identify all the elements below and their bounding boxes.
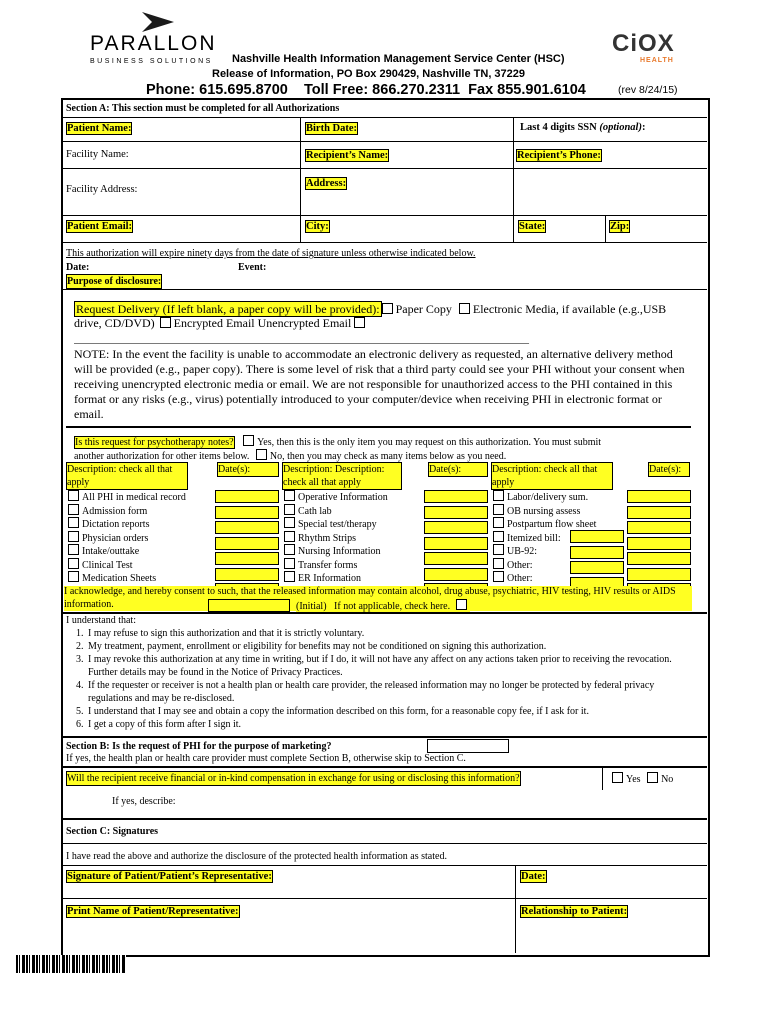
consent-text: I acknowledge, and hereby consent to such, that the released information may contain alcohol, drug abuse, psychiatric, HIV testing, HIV results or AIDS information. — [64, 586, 692, 611]
understand-item: 5. I understand that I may see and obtain a copy the information described on this form, for a reasonable copy fee, if I ask for it. — [86, 705, 701, 718]
psych-yes-text: Yes, then this is the only item you may request on this authorization. You must submit — [257, 437, 602, 448]
item-row[interactable]: Admission form — [68, 504, 186, 518]
understand-item: 2. My treatment, payment, enrollment or eligibility for benefits may not be conditioned on signing this authorization. — [86, 640, 701, 653]
delivery-request-label: Request Delivery (If left blank, a paper copy will be provided): — [76, 302, 380, 316]
patient-name-label: Patient Name: — [67, 123, 132, 134]
item-checkbox[interactable] — [493, 544, 504, 555]
date-input[interactable] — [215, 490, 279, 503]
item-checkbox[interactable] — [284, 544, 295, 555]
section-c-title: Section C: Signatures — [66, 826, 159, 837]
initial-input[interactable] — [208, 599, 290, 612]
not-applicable-checkbox[interactable] — [456, 599, 467, 610]
understand-item: 6. I get a copy of this form after I sign it. — [86, 718, 701, 731]
psych-no-checkbox[interactable] — [256, 449, 267, 460]
col2-dates-header: Date(s): — [428, 462, 488, 477]
date-input[interactable] — [215, 568, 279, 581]
compensation-no-checkbox[interactable] — [647, 772, 658, 783]
unencrypted-email-checkbox[interactable] — [354, 317, 365, 328]
compensation-options — [612, 772, 673, 786]
bill-input-lines — [570, 530, 624, 590]
item-row[interactable]: Nursing Information — [284, 544, 388, 558]
item-checkbox[interactable] — [493, 490, 504, 501]
date-input[interactable] — [424, 537, 488, 550]
recipient-name-label: Recipient’s Name: — [306, 150, 389, 161]
address-label: Address: — [306, 178, 347, 189]
facility-address-label: Facility Address: — [66, 184, 138, 195]
date-input[interactable] — [627, 490, 691, 503]
date-input[interactable] — [215, 537, 279, 550]
section-b-subtitle: If yes, the health plan or health care provider must complete Section B, otherwise skip to Section C. — [66, 753, 466, 764]
ciox-subtitle: HEALTH — [640, 57, 674, 64]
header-line2: Release of Information, PO Box 290429, Nashville TN, 37229 — [212, 68, 526, 80]
date-input[interactable] — [215, 506, 279, 519]
ssn-label — [520, 122, 645, 133]
item-checkbox[interactable] — [493, 531, 504, 542]
psych-question: Is this request for psychotherapy notes? — [75, 437, 234, 448]
item-row[interactable]: Physician orders — [68, 531, 186, 545]
item-row[interactable]: Cath lab — [284, 504, 388, 518]
item-row[interactable]: All PHI in medical record — [68, 490, 186, 504]
date-input[interactable] — [424, 552, 488, 565]
date-input[interactable] — [627, 552, 691, 565]
date-input[interactable] — [424, 568, 488, 581]
compensation-no-label: No — [661, 774, 674, 785]
date-input[interactable] — [627, 506, 691, 519]
item-checkbox[interactable] — [493, 571, 504, 582]
date-input[interactable] — [424, 521, 488, 534]
ciox-wordmark: CiOX — [612, 30, 675, 57]
expiration-text: This authorization will expire ninety days from the date of signature unless otherwise indicated below. — [66, 248, 476, 259]
date-input[interactable] — [627, 568, 691, 581]
col3-dates-header: Date(s): — [648, 462, 690, 477]
paper-copy-checkbox[interactable] — [382, 303, 393, 314]
header-phone: Phone: 615.695.8700 Toll Free: 866.270.2311 Fax 855.901.6104 — [146, 82, 586, 98]
city-label: City: — [306, 221, 329, 232]
item-row[interactable]: UB-92: — [493, 544, 596, 558]
col1-desc-header: Description: check all that apply — [66, 462, 188, 490]
item-row[interactable]: Postpartum flow sheet — [493, 517, 596, 531]
item-row[interactable]: Clinical Test — [68, 558, 186, 572]
item-row[interactable]: Rhythm Strips — [284, 531, 388, 545]
item-checkbox[interactable] — [493, 517, 504, 528]
item-row[interactable]: Other: — [493, 558, 596, 572]
item-checkbox[interactable] — [284, 558, 295, 569]
parallon-subtitle: BUSINESS SOLUTIONS — [90, 58, 213, 65]
compensation-yes-checkbox[interactable] — [612, 772, 623, 783]
marketing-answer-input[interactable] — [427, 739, 509, 753]
delivery-block — [74, 302, 694, 330]
compensation-yes-label: Yes — [626, 774, 641, 785]
ssn-label-text: Last 4 digits SSN — [520, 122, 597, 133]
understand-block — [66, 614, 701, 731]
col3-desc-header: Description: check all that apply — [491, 462, 613, 490]
item-checkbox[interactable] — [284, 490, 295, 501]
item-row[interactable]: Operative Information — [284, 490, 388, 504]
item-row[interactable]: OB nursing assess — [493, 504, 596, 518]
item-checkbox[interactable] — [493, 504, 504, 515]
patient-email-label: Patient Email: — [67, 221, 133, 232]
encrypted-email-label: Encrypted Email — [173, 316, 255, 330]
print-name-label: Print Name of Patient/Representative: — [67, 906, 239, 917]
not-applicable-label: If not applicable, check here. — [334, 601, 451, 612]
ssn-colon: : — [641, 122, 646, 133]
expiration-date-label: Date: — [66, 262, 90, 273]
signature-date-label: Date: — [521, 871, 546, 882]
dates-col1 — [215, 490, 279, 596]
understand-item: 1. I may refuse to sign this authorization and that it is strictly voluntary. — [86, 627, 701, 640]
item-checkbox[interactable] — [68, 504, 79, 515]
item-checkbox[interactable] — [284, 517, 295, 528]
psych-yes-checkbox[interactable] — [243, 435, 254, 446]
signature-label: Signature of Patient/Patient’s Representative: — [67, 871, 272, 882]
describe-label: If yes, describe: — [112, 796, 176, 807]
zip-label: Zip: — [610, 221, 630, 232]
expiration-event-label: Event: — [238, 262, 267, 273]
ssn-optional: (optional) — [599, 122, 642, 133]
item-checkbox[interactable] — [284, 571, 295, 582]
section-b-title: Section B: Is the request of PHI for the purpose of marketing? — [66, 741, 332, 752]
text-input[interactable] — [570, 561, 624, 574]
psych-no-text: No, then you may check as many items below as you need. — [269, 451, 507, 462]
psych-block — [74, 435, 699, 463]
ciox-logo — [612, 30, 692, 66]
delivery-note: NOTE: In the event the facility is unable to accommodate an electronic delivery as requested, an alternative delivery method will be provided (e.g., paper copy). There is some level of risk that a third party could see your PHI without your consent when receiving unencrypted electronic media or email. We are not responsible for unauthorized access to the PHI contained in this format or any risks (e.g., virus) potentially introduced to your computer/device when receiving PHI in electronic format or email. — [74, 347, 685, 421]
item-checkbox[interactable] — [68, 558, 79, 569]
electronic-media-checkbox[interactable] — [459, 303, 470, 314]
item-checkbox[interactable] — [493, 558, 504, 569]
understand-item: 4. If the requester or receiver is not a health plan or health care provider, the released information may no longer be protected by federal privacy regulations and may be re-disclosed. — [86, 679, 701, 705]
item-row[interactable]: Transfer forms — [284, 558, 388, 572]
dates-col3 — [627, 490, 691, 596]
compensation-question: Will the recipient receive financial or in-kind compensation in exchange for using or disclosing this information? — [67, 773, 520, 784]
paper-copy-label: Paper Copy — [395, 302, 452, 316]
birth-date-label: Birth Date: — [306, 123, 358, 134]
recipient-phone-label: Recipient’s Phone: — [517, 150, 601, 161]
items-col2 — [284, 490, 388, 585]
electronic-media-label: Electronic Media, if available (e.g.,USB — [472, 302, 667, 316]
item-row[interactable]: Dictation reports — [68, 517, 186, 531]
item-row[interactable]: Labor/delivery sum. — [493, 490, 596, 504]
item-checkbox[interactable] — [284, 531, 295, 542]
item-checkbox[interactable] — [68, 531, 79, 542]
barcode — [16, 955, 126, 973]
revision-date: (rev 8/24/15) — [618, 84, 678, 96]
col1-dates-header: Date(s): — [217, 462, 279, 477]
psych-another: another authorization for other items below. — [74, 451, 250, 462]
facility-name-label: Facility Name: — [66, 149, 129, 160]
understand-intro: I understand that: — [66, 615, 136, 626]
date-input[interactable] — [215, 552, 279, 565]
encrypted-email-checkbox[interactable] — [160, 317, 171, 328]
purpose-label: Purpose of disclosure: — [67, 276, 162, 287]
signature-statement: I have read the above and authorize the disclosure of the protected health information as stated. — [66, 851, 447, 862]
col2-desc-header: Description: Description: check all that apply — [282, 462, 402, 490]
section-a-title: Section A: This section must be completed for all Authorizations — [66, 103, 340, 114]
item-row[interactable]: Special test/therapy — [284, 517, 388, 531]
parallon-wordmark: PARALLON — [90, 32, 217, 55]
relationship-label: Relationship to Patient: — [521, 906, 628, 917]
item-row[interactable]: ER Information — [284, 571, 388, 585]
delivery-underscore-line: ___________________________________________________________________________________________ — [74, 334, 529, 345]
item-checkbox[interactable] — [68, 571, 79, 582]
item-row[interactable]: Medication Sheets — [68, 571, 186, 585]
item-checkbox[interactable] — [68, 517, 79, 528]
item-checkbox[interactable] — [68, 490, 79, 501]
item-checkbox[interactable] — [284, 504, 295, 515]
dates-col2 — [424, 490, 488, 596]
parallon-logo — [88, 10, 223, 70]
date-input[interactable] — [424, 506, 488, 519]
parallon-bird-icon — [138, 10, 178, 34]
date-input[interactable] — [215, 521, 279, 534]
item-checkbox[interactable] — [68, 544, 79, 555]
item-row[interactable]: Itemized bill: — [493, 531, 596, 545]
items-col1 — [68, 490, 186, 585]
date-input[interactable] — [627, 537, 691, 550]
date-input[interactable] — [627, 521, 691, 534]
text-input[interactable] — [570, 530, 624, 543]
consent-initial — [296, 599, 470, 613]
understand-item: 3. I may revoke this authorization at any time in writing, but if I do, it will not have any affect on any actions taken prior to receiving the revocation. Further details may be found in the Notice of Privacy Practices. — [86, 653, 701, 679]
item-row[interactable]: Other: — [493, 571, 596, 585]
date-input[interactable] — [424, 490, 488, 503]
initial-label: (Initial) — [296, 601, 327, 612]
state-label: State: — [519, 221, 546, 232]
unencrypted-email-label: Unencrypted Email — [257, 316, 352, 330]
item-row[interactable]: Intake/outtake — [68, 544, 186, 558]
electronic-media-label-cont: drive, CD/DVD) — [74, 316, 155, 330]
text-input[interactable] — [570, 546, 624, 559]
header-line1: Nashville Health Information Management Service Center (HSC) — [232, 53, 565, 65]
